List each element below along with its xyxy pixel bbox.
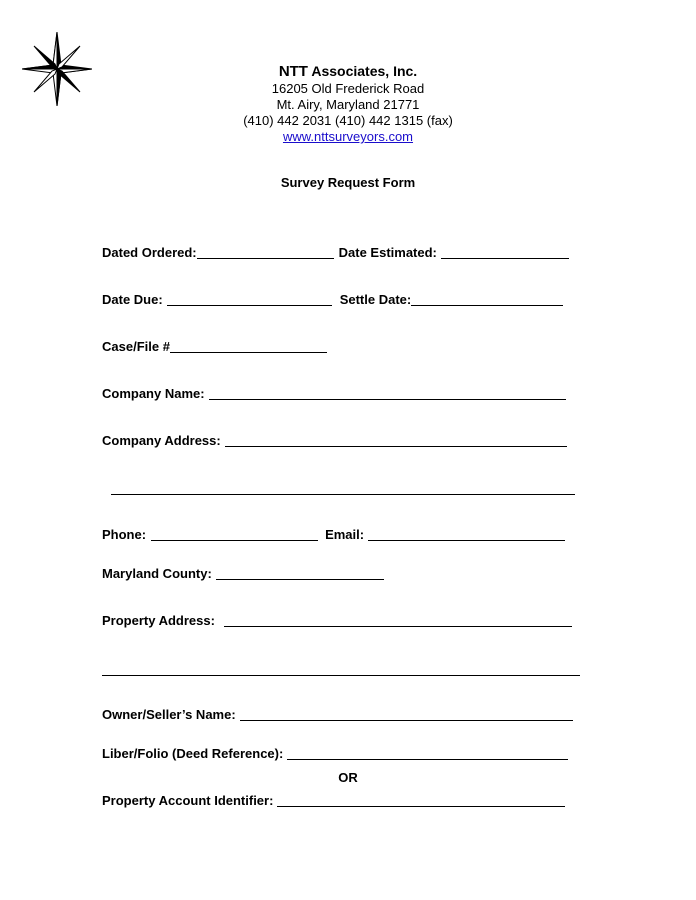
settle-date-label: Settle Date: — [339, 292, 412, 307]
company-name-label: Company Name: — [102, 386, 205, 401]
phone-field[interactable] — [151, 528, 318, 541]
case-file-label: Case/File # — [102, 339, 170, 354]
company-phones: (410) 442 2031 (410) 442 1315 (fax) — [243, 113, 453, 128]
phone-label: Phone: — [102, 527, 147, 542]
company-street: 16205 Old Frederick Road — [271, 81, 425, 96]
case-file-field[interactable] — [170, 340, 327, 353]
row-company-name — [102, 386, 566, 401]
property-account-identifier-label: Property Account Identifier: — [102, 793, 274, 808]
dated-ordered-label: Dated Ordered: — [102, 245, 197, 260]
form-title: Survey Request Form — [280, 175, 416, 190]
property-address-label: Property Address: — [102, 613, 215, 628]
row-maryland-county — [102, 566, 384, 581]
row-phone-email — [102, 527, 565, 542]
company-name — [0, 62, 696, 81]
company-address-line-2[interactable] — [111, 494, 575, 495]
liber-folio-label: Liber/Folio (Deed Reference): — [102, 746, 284, 761]
or-separator: OR — [338, 770, 358, 785]
owner-seller-name-field[interactable] — [240, 708, 573, 721]
date-due-field[interactable] — [167, 293, 332, 306]
property-account-identifier-field[interactable] — [277, 794, 565, 807]
settle-date-field[interactable] — [411, 293, 563, 306]
property-address-field[interactable] — [224, 614, 572, 627]
dated-ordered-field[interactable] — [197, 246, 334, 259]
date-due-label: Date Due: — [102, 292, 163, 307]
email-label: Email: — [325, 527, 365, 542]
maryland-county-label: Maryland County: — [102, 566, 212, 581]
row-company-address — [102, 433, 567, 448]
row-property-address — [102, 613, 572, 628]
row-owner-seller — [102, 707, 573, 722]
row-property-account — [102, 793, 565, 808]
liber-folio-field[interactable] — [287, 747, 568, 760]
row-case-file — [102, 339, 327, 354]
company-name-field[interactable] — [209, 387, 566, 400]
row-dates-ordered — [102, 245, 569, 260]
email-field[interactable] — [368, 528, 565, 541]
company-name-prefix: NTT — [278, 63, 308, 80]
company-header — [0, 62, 696, 145]
company-address-field[interactable] — [225, 434, 567, 447]
company-website-link[interactable]: www.nttsurveyors.com — [282, 129, 414, 144]
maryland-county-field[interactable] — [216, 567, 384, 580]
date-estimated-field[interactable] — [441, 246, 569, 259]
owner-seller-name-label: Owner/Seller’s Name: — [102, 707, 236, 722]
company-address-label: Company Address: — [102, 433, 221, 448]
company-name-suffix: Associates, Inc. — [311, 63, 418, 79]
company-city: Mt. Airy, Maryland 21771 — [276, 97, 420, 112]
property-address-line-2[interactable] — [102, 675, 580, 676]
row-liber-folio — [102, 746, 568, 761]
row-dates-due — [102, 292, 563, 307]
date-estimated-label: Date Estimated: — [338, 245, 437, 260]
